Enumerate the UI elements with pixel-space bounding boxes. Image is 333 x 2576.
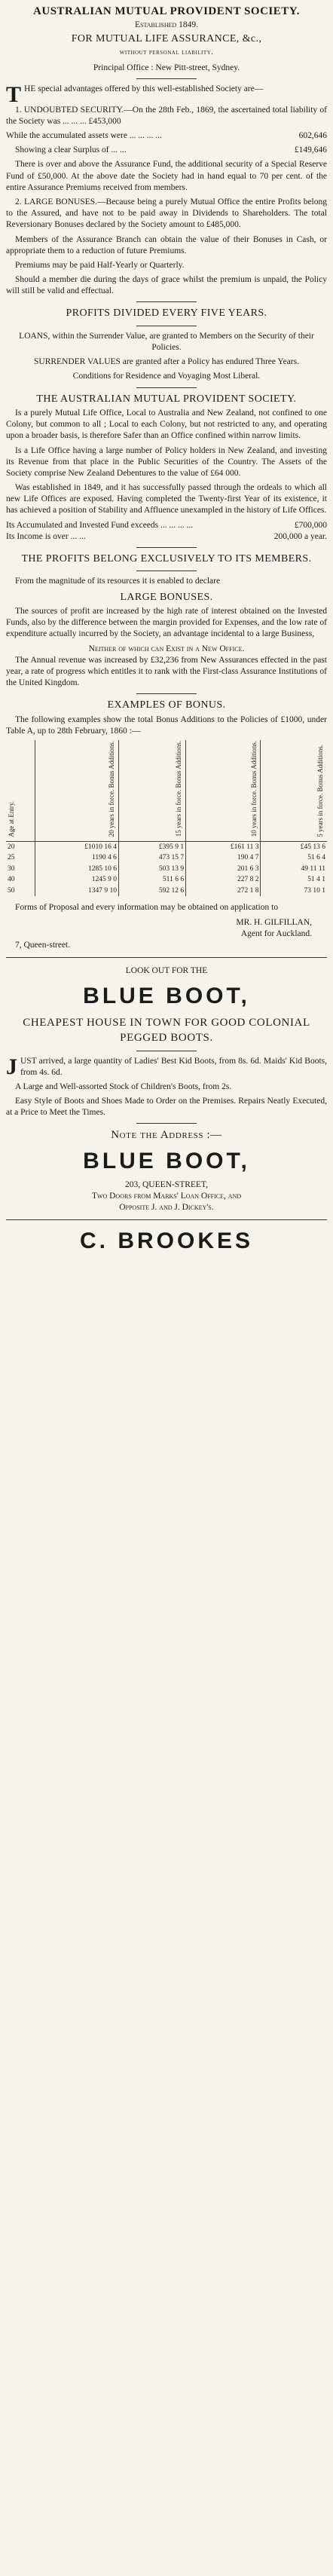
blue-boot-advertisement [6, 965, 327, 1213]
profits-heading: PROFITS DIVIDED EVERY FIVE YEARS. [66, 307, 267, 320]
brookes-title: C. BROOKES [79, 1228, 254, 1254]
examples-heading: EXAMPLES OF BONUS. [107, 699, 226, 711]
drop-cap: T [6, 81, 22, 107]
advert-title: AUSTRALIAN MUTUAL PROVIDENT SOCIETY. [33, 5, 300, 17]
for-mutual-line: FOR MUTUAL LIFE ASSURANCE, &c., [71, 32, 262, 44]
section-divider [6, 1219, 327, 1220]
security-item: 1. UNDOUBTED SECURITY.—On the 28th Feb., 1869, the ascertained total liability of the Society was ... ... ... £453,000 [6, 105, 327, 126]
divider [136, 547, 197, 548]
bonus-table-header [6, 740, 327, 841]
sources-paragraph: The sources of profit are increased by the high rate of interest obtained on the Invested Funds, also by the difference between the margin provided for Expenses, and the low rate of expenditure actually incurred by the Society, an advantage incidental to a large Business, [6, 607, 327, 639]
magnitude-paragraph: From the magnitude of its resources it is enabled to declare [15, 577, 221, 586]
forms-paragraph: Forms of Proposal and every information may be obtained on application to [15, 903, 279, 913]
society-subheading: THE AUSTRALIAN MUTUAL PROVIDENT SOCIETY. [36, 393, 297, 405]
children-paragraph: A Large and Well-assorted Stock of Children's Boots, from 2s. [15, 1081, 232, 1091]
agent-title: Agent for Auckland. [240, 929, 312, 938]
mutual-paragraph: Is a purely Mutual Life Office, Local to Australia and New Zealand, not confined to one Colony, but common to all ; Local to each Colony, but not restricted to any, and operating upon a broader basis, is therefore Safer than an Office confined within narrow limits. [6, 408, 327, 441]
principal-office: Principal Office : New Pitt-street, Sydney. [93, 63, 240, 72]
amp-society-advertisement [6, 5, 327, 951]
divider [136, 78, 197, 79]
section-divider [6, 957, 327, 958]
table-row: 50 1347 9 10 592 12 6 272 1 8 73 10 1 [6, 886, 327, 897]
table-row: 25 1190 4 6 473 15 7 190 4 7 51 6 4 [6, 852, 327, 864]
header-cell: 20 years in force. Bonus Additions. [35, 740, 118, 841]
divider [136, 301, 197, 302]
assets-row: While the accumulated assets were ... ... ... ... 602,646 [6, 131, 327, 141]
table-row: 20 £1010 16 4 £395 9 1 £161 11 3 £45 13 6 [6, 841, 327, 852]
without-liability-line: without personal liability. [119, 48, 214, 57]
premiums-paragraph: Premiums may be paid Half-Yearly or Quarterly. [15, 260, 185, 270]
grace-paragraph: Should a member die during the days of grace whilst the premium is unpaid, the Policy will still be valid and effectual. [6, 275, 327, 296]
income-row: Its Income is over ... ... 200,000 a year. [6, 531, 327, 541]
brookes-advertisement [6, 1226, 327, 1256]
header-cell: 15 years in force. Bonus Additions. [118, 740, 185, 841]
conditions-paragraph: Conditions for Residence and Voyaging Most Liberal. [72, 372, 261, 381]
new-zealand-paragraph: Is a Life Office having a large number of Policy holders in New Zealand, and investing its Revenue from that place in the Public Securities of the Country. The Assets of the Society comprise New Zealand Debentures to the value of £64 000. [6, 445, 327, 478]
blue-boot-title: BLUE BOOT, [83, 984, 250, 1009]
bonus-table [6, 740, 327, 896]
examples-paragraph: The following examples show the total Bonus Additions to the Policies of £1000, under Table A, up to 28th February, 1860 :— [6, 714, 327, 736]
newspaper-column [6, 5, 327, 1256]
established-line: Established 1849. [134, 20, 199, 29]
bonuses-item: 2. LARGE BONUSES.—Because being a purely Mutual Office the entire Profits belong to the Assured, and have not to be paid away in Dividends to Shareholders. The total Reversionary Bonuses declared by the Society amount to £485,000. [6, 197, 327, 230]
blue-boot-title-2: BLUE BOOT, [83, 1149, 250, 1174]
made-to-order-paragraph: Easy Style of Boots and Shoes Made to Order on the Premises. Repairs Neatly Executed, at a Price to Meet the Times. [6, 1097, 327, 1118]
arrived-paragraph: JUST arrived, a large quantity of Ladies' Best Kid Boots, from 8s. 6d. Maids' Kid Boots, from 4s. 6d. [6, 1054, 327, 1079]
intro-paragraph: THE special advantages offered by this well-established Society are— [6, 81, 264, 107]
funds-row: Its Accumulated and Invested Fund exceeds ... ... ... ... £700,000 [6, 520, 327, 530]
street-line: 203, QUEEN-STREET, [125, 1179, 208, 1189]
established-paragraph: Was established in 1849, and it has successfully passed through the ordeals to which all new Life Offices are exposed. Having completed the Twenty-first Year of its existence, it has achieved a position of Stability and Affluence unexampled in the history of Life Offices. [6, 483, 327, 516]
agent-name: MR. H. GILFILLAN, [236, 917, 312, 927]
cheapest-line: CHEAPEST HOUSE IN TOWN FOR GOOD COLONIAL PEGGED BOOTS. [23, 1016, 310, 1044]
revenue-paragraph: The Annual revenue was increased by £32,236 from New Assurances effected in the past year, a rate of progress which entitles it to rank with the First-class Assurance Institutions of the United Kingdom. [6, 655, 327, 688]
lookout-line: LOOK OUT FOR THE [125, 966, 208, 976]
profits-belong-heading: THE PROFITS BELONG EXCLUSIVELY TO ITS MEMBERS. [21, 552, 312, 564]
cash-paragraph: Members of the Assurance Branch can obtain the value of their Bonuses in Cash, or appropriate them to a reduction of future Premiums. [6, 234, 327, 255]
header-cell: Age at Entry. [6, 740, 35, 841]
divider [136, 693, 197, 694]
surrender-paragraph: SURRENDER VALUES are granted after a Policy has endured Three Years. [34, 357, 299, 367]
header-cell: 10 years in force. Bonus Additions. [186, 740, 261, 841]
large-bonuses-heading: LARGE BONUSES. [120, 591, 213, 603]
agent-address: 7, Queen-street. [15, 940, 71, 950]
surplus-row: Showing a clear Surplus of ... ... £149,646 [15, 145, 327, 155]
two-doors-line: Two Doors from Marks' Loan Office, and [91, 1191, 242, 1201]
neither-line: Neither of which can Exist in a New Office. [88, 644, 245, 653]
loans-paragraph: LOANS, within the Surrender Value, are granted to Members on the Security of their Policies. [19, 331, 314, 353]
table-row: 40 1245 9 0 511 6 6 227 8 2 51 4 1 [6, 874, 327, 886]
divider [136, 387, 197, 388]
note-address-line: Note the Address :— [111, 1129, 222, 1142]
opposite-line: Opposite J. and J. Dickey's. [119, 1203, 214, 1213]
header-cell: 5 years in force. Bonus Additions. [261, 740, 327, 841]
divider [136, 1123, 197, 1124]
table-row: 30 1285 10 6 503 13 9 201 6 3 49 11 11 [6, 864, 327, 875]
drop-cap: J [6, 1054, 17, 1079]
reserve-paragraph: There is over and above the Assurance Fund, the additional security of a Special Reserve Fund of £50,000. At the above date the Society had in hand equal to 70 per cent. of the entire Assurance Premiums received from members. [6, 160, 327, 192]
